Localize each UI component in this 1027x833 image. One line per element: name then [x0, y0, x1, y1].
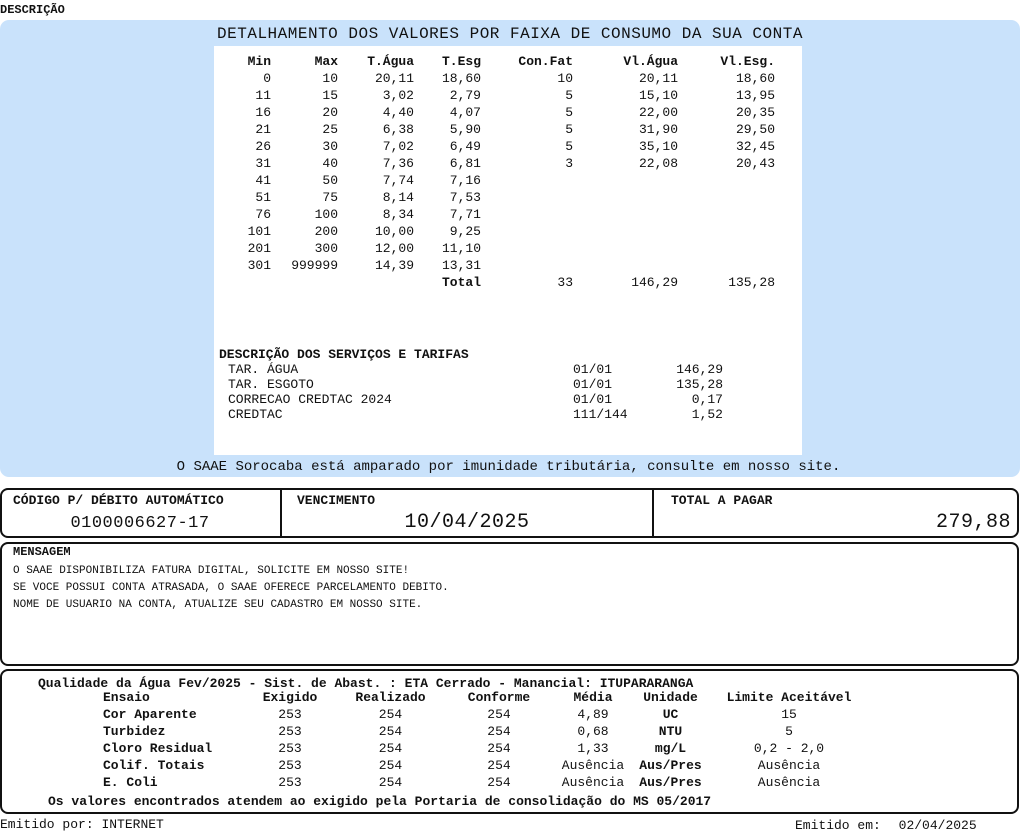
tariff-total-row — [214, 274, 775, 291]
tariff-cell: 14,39 — [374, 258, 414, 273]
tariff-cell: 25 — [322, 122, 338, 137]
tariff-cell: 7,16 — [449, 173, 481, 188]
tariff-cell: 20 — [322, 105, 338, 120]
service-value: 1,52 — [691, 407, 723, 422]
tariff-cell: 8,34 — [382, 207, 414, 222]
quality-cell: Ausência — [757, 758, 821, 773]
tariff-header-cell: Vl.Água — [623, 54, 678, 69]
quality-cell: 253 — [278, 741, 302, 756]
tariff-cell — [481, 257, 573, 274]
tariff-row — [214, 155, 775, 172]
tariff-cell — [481, 189, 573, 206]
section-label: DESCRIÇÃO — [0, 3, 65, 17]
tariff-cell — [481, 172, 573, 189]
tariff-row — [214, 257, 775, 274]
tariff-cell: 13,31 — [441, 258, 481, 273]
tariff-cell: 7,02 — [382, 139, 414, 154]
tariff-cell — [678, 172, 775, 189]
tariff-cell: 10 — [557, 71, 573, 86]
quality-row — [0, 757, 869, 774]
tariff-cell: 41 — [255, 173, 271, 188]
tariff-cell: 7,36 — [382, 156, 414, 171]
service-name: CORRECAO CREDTAC 2024 — [228, 392, 392, 407]
tariff-cell: 32,45 — [735, 139, 775, 154]
tariff-cell: 76 — [255, 207, 271, 222]
tariff-row — [214, 104, 775, 121]
total-label: TOTAL A PAGAR — [671, 493, 773, 508]
quality-title: Qualidade da Água Fev/2025 - Sist. de Abast. : ETA Cerrado - Manancial: ITUPARARANGA — [38, 676, 694, 691]
tariff-cell: 51 — [255, 190, 271, 205]
tariff-row — [214, 240, 775, 257]
quality-header-cell: Ensaio — [103, 690, 150, 705]
quality-cell: 253 — [278, 758, 302, 773]
message-line: NOME DE USUARIO NA CONTA, ATUALIZE SEU CADASTRO EM NOSSO SITE. — [13, 599, 423, 611]
service-name: TAR. ESGOTO — [228, 377, 314, 392]
message-line: O SAAE DISPONIBILIZA FATURA DIGITAL, SOLICITE EM NOSSO SITE! — [13, 565, 410, 577]
service-value: 0,17 — [691, 392, 723, 407]
tariff-cell — [573, 240, 678, 257]
tariff-cell: 7,53 — [449, 190, 481, 205]
service-name: CREDTAC — [228, 407, 283, 422]
quality-header-cell: Unidade — [643, 690, 698, 705]
tariff-cell: 31 — [255, 156, 271, 171]
quality-table — [0, 689, 869, 791]
quality-cell: Aus/Pres — [639, 758, 702, 773]
immunity-note: O SAAE Sorocaba está amparado por imunidade tributária, consulte em nosso site. — [176, 459, 841, 475]
tariff-cell: 22,08 — [638, 156, 678, 171]
tariff-cell: 301 — [247, 258, 271, 273]
tariff-cell — [678, 206, 775, 223]
tariff-cell: 101 — [247, 224, 271, 239]
service-parcel: 01/01 — [573, 392, 613, 407]
tariff-total-cell: 33 — [557, 275, 573, 290]
tariff-cell: 15 — [322, 88, 338, 103]
quality-cell: 1,33 — [577, 741, 609, 756]
tariff-total-label: Total — [441, 275, 481, 290]
tariff-row — [214, 189, 775, 206]
service-value: 146,29 — [676, 362, 723, 377]
quality-cell: 254 — [378, 775, 403, 790]
tariff-cell: 22,00 — [638, 105, 678, 120]
quality-cell: 0,68 — [577, 724, 609, 739]
tariff-total-cell: 146,29 — [631, 275, 678, 290]
quality-header-cell: Exigido — [262, 690, 318, 705]
divider — [652, 489, 654, 537]
tariff-header-cell: T.Esg — [441, 54, 481, 69]
quality-cell: mg/L — [654, 741, 687, 756]
tariff-cell — [678, 240, 775, 257]
quality-footer: Os valores encontrados atendem ao exigido pela Portaria de consolidação do MS 05/2017 — [48, 794, 712, 809]
quality-cell: 254 — [487, 724, 511, 739]
quality-cell: 253 — [278, 724, 302, 739]
quality-spacer — [0, 740, 103, 757]
quality-header-cell: Realizado — [355, 690, 426, 705]
tariff-cell: 20,35 — [735, 105, 775, 120]
tariff-cell: 29,50 — [735, 122, 775, 137]
tariff-box — [214, 46, 802, 455]
tariff-cell: 75 — [322, 190, 338, 205]
tariff-cell: 30 — [322, 139, 338, 154]
tariff-cell: 3,02 — [382, 88, 414, 103]
tariff-cell — [338, 274, 414, 291]
quality-header-cell: Média — [573, 690, 613, 705]
due-date: 10/04/2025 — [404, 511, 530, 534]
quality-cell: Colif. Totais — [103, 758, 205, 773]
tariff-header-cell: Con.Fat — [518, 54, 573, 69]
tariff-cell — [214, 274, 271, 291]
tariff-cell: 5 — [565, 105, 573, 120]
tariff-cell: 201 — [247, 241, 271, 256]
tariff-cell: 31,90 — [638, 122, 678, 137]
tariff-cell: 4,07 — [449, 105, 481, 120]
tariff-cell: 18,60 — [441, 71, 481, 86]
quality-cell: NTU — [658, 724, 683, 739]
tariff-header-cell: T.Água — [367, 54, 414, 69]
tariff-cell: 35,10 — [638, 139, 678, 154]
quality-spacer — [0, 706, 103, 723]
tariff-cell — [481, 240, 573, 257]
tariff-row — [214, 138, 775, 155]
quality-header-cell: Conforme — [467, 690, 531, 705]
auto-debit-code: 0100006627-17 — [70, 514, 210, 533]
tariff-cell: 11 — [255, 88, 271, 103]
service-parcel: 01/01 — [573, 377, 613, 392]
emitted-by-value: INTERNET — [101, 817, 164, 832]
quality-cell: E. Coli — [103, 775, 158, 790]
quality-cell: 15 — [781, 707, 797, 722]
tariff-cell: 20,11 — [638, 71, 678, 86]
service-value: 135,28 — [676, 377, 723, 392]
quality-cell: Aus/Pres — [639, 775, 702, 790]
tariff-cell: 20,11 — [374, 71, 414, 86]
auto-debit-code-label: CÓDIGO P/ DÉBITO AUTOMÁTICO — [13, 493, 224, 508]
tariff-cell — [573, 257, 678, 274]
emitted-by-label: Emitido por: — [0, 817, 94, 832]
total-amount: 279,88 — [935, 511, 1011, 534]
services-title: DESCRIÇÃO DOS SERVIÇOS E TARIFAS — [219, 347, 469, 362]
quality-header-cell: Limite Aceitável — [726, 690, 852, 705]
tariff-cell — [271, 274, 338, 291]
tariff-cell: 5 — [565, 122, 573, 137]
tariff-cell: 50 — [322, 173, 338, 188]
quality-cell: Cor Aparente — [103, 707, 197, 722]
emitted-on — [795, 818, 977, 833]
tariff-row — [214, 206, 775, 223]
quality-row — [0, 774, 869, 791]
quality-cell: Ausência — [561, 775, 625, 790]
tariff-header-cell: Vl.Esg. — [720, 54, 775, 69]
tariff-cell — [678, 189, 775, 206]
tariff-cell: 5,90 — [449, 122, 481, 137]
tariff-row — [214, 223, 775, 240]
tariff-cell: 21 — [255, 122, 271, 137]
quality-cell: 254 — [378, 707, 403, 722]
tariff-header-cell: Min — [247, 54, 271, 69]
quality-cell: 4,89 — [577, 707, 609, 722]
tariff-cell — [573, 189, 678, 206]
tariff-cell: 7,74 — [382, 173, 414, 188]
tariff-cell: 4,40 — [382, 105, 414, 120]
tariff-row — [214, 121, 775, 138]
tariff-cell: 6,49 — [449, 139, 481, 154]
tariff-cell: 6,81 — [449, 156, 481, 171]
tariff-cell: 999999 — [291, 258, 338, 273]
tariff-cell: 300 — [314, 241, 338, 256]
tariff-cell — [573, 223, 678, 240]
tariff-header-cell: Max — [314, 54, 338, 69]
quality-cell: 254 — [487, 775, 511, 790]
quality-cell: 253 — [278, 707, 302, 722]
tariff-cell — [573, 206, 678, 223]
quality-cell: 254 — [378, 741, 403, 756]
tariff-cell: 100 — [314, 207, 338, 222]
tariff-cell: 200 — [314, 224, 338, 239]
quality-cell: 0,2 - 2,0 — [753, 741, 825, 756]
tariff-cell: 11,10 — [441, 241, 481, 256]
tariff-row — [214, 172, 775, 189]
quality-spacer — [0, 774, 103, 791]
tariff-cell: 16 — [255, 105, 271, 120]
quality-spacer — [0, 757, 103, 774]
message-line: SE VOCE POSSUI CONTA ATRASADA, O SAAE OFERECE PARCELAMENTO DEBITO. — [13, 582, 449, 594]
tariff-cell — [481, 223, 573, 240]
tariff-cell: 15,10 — [638, 88, 678, 103]
emitted-on-label: Emitido em: — [795, 818, 881, 833]
service-parcel: 01/01 — [573, 362, 613, 377]
tariff-cell: 26 — [255, 139, 271, 154]
tariff-cell — [481, 206, 573, 223]
tariff-cell: 20,43 — [735, 156, 775, 171]
quality-cell: 254 — [378, 758, 403, 773]
tariff-cell: 7,71 — [449, 207, 481, 222]
quality-row — [0, 706, 869, 723]
quality-cell: 254 — [378, 724, 403, 739]
tariff-cell: 18,60 — [735, 71, 775, 86]
tariff-table — [214, 53, 775, 291]
tariff-cell: 3 — [565, 156, 573, 171]
detail-title: DETALHAMENTO DOS VALORES POR FAIXA DE CONSUMO DA SUA CONTA — [217, 25, 803, 43]
tariff-cell: 5 — [565, 139, 573, 154]
tariff-cell: 10,00 — [374, 224, 414, 239]
quality-cell: 254 — [487, 707, 511, 722]
tariff-row — [214, 87, 775, 104]
tariff-cell: 5 — [565, 88, 573, 103]
quality-cell: Ausência — [561, 758, 625, 773]
quality-cell: Turbidez — [103, 724, 166, 739]
service-parcel: 111/144 — [573, 407, 628, 422]
tariff-cell: 0 — [263, 71, 271, 86]
quality-cell: Ausência — [757, 775, 821, 790]
tariff-cell: 8,14 — [382, 190, 414, 205]
quality-cell: 253 — [278, 775, 302, 790]
tariff-cell: 40 — [322, 156, 338, 171]
message-label: MENSAGEM — [13, 545, 71, 559]
due-date-label: VENCIMENTO — [297, 493, 376, 508]
quality-spacer — [0, 689, 103, 706]
tariff-cell: 12,00 — [374, 241, 414, 256]
quality-row — [0, 723, 869, 740]
tariff-cell — [678, 223, 775, 240]
quality-spacer — [0, 723, 103, 740]
tariff-cell: 10 — [322, 71, 338, 86]
quality-cell: Cloro Residual — [103, 741, 213, 756]
service-name: TAR. ÁGUA — [228, 362, 299, 377]
tariff-cell: 9,25 — [449, 224, 481, 239]
tariff-total-cell: 135,28 — [728, 275, 775, 290]
tariff-cell — [678, 257, 775, 274]
tariff-row — [214, 70, 775, 87]
emitted-on-value: 02/04/2025 — [898, 818, 977, 833]
quality-cell: 254 — [487, 741, 511, 756]
quality-cell: 254 — [487, 758, 511, 773]
tariff-cell — [573, 172, 678, 189]
tariff-cell: 6,38 — [382, 122, 414, 137]
tariff-cell: 2,79 — [449, 88, 481, 103]
quality-cell: 5 — [785, 724, 793, 739]
quality-row — [0, 740, 869, 757]
quality-cell: UC — [662, 707, 679, 722]
tariff-cell: 13,95 — [735, 88, 775, 103]
emitted-by — [0, 817, 164, 832]
message-lines — [13, 563, 449, 614]
